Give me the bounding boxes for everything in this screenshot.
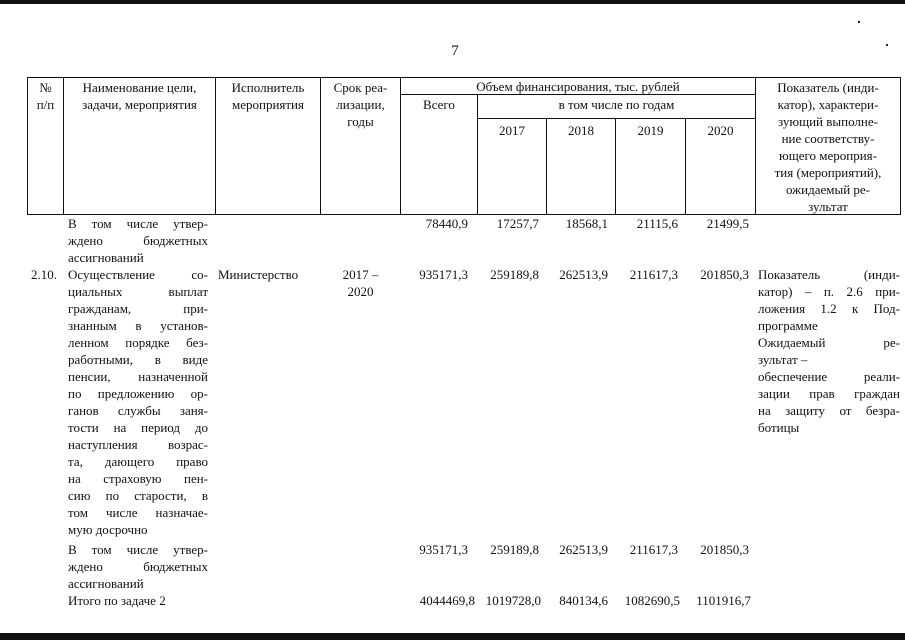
total-label: Итого по задаче 2 — [68, 593, 166, 608]
value-2019: 1082690,5 — [624, 593, 680, 608]
speck — [886, 44, 888, 46]
row-executor: Министерство — [218, 267, 299, 282]
value-total: 78440,9 — [425, 216, 468, 231]
row-number: 2.10. — [31, 267, 57, 282]
value-2020: 201850,3 — [700, 542, 749, 557]
header-funding: Объем финансирования, тыс. рублей — [476, 79, 680, 94]
value-total: 4044469,8 — [419, 593, 475, 608]
header-total: Всего — [423, 97, 455, 112]
speck — [858, 21, 860, 23]
header-by-years: в том числе по годам — [558, 97, 675, 112]
value-2020: 201850,3 — [700, 267, 749, 282]
years-subheader-line — [477, 118, 755, 119]
value-2017: 17257,7 — [496, 216, 539, 231]
scan-top-border — [0, 0, 905, 4]
value-total: 935171,3 — [419, 267, 468, 282]
value-2020: 21499,5 — [706, 216, 749, 231]
value-2019: 211617,3 — [629, 542, 678, 557]
value-2019: 211617,3 — [629, 267, 678, 282]
value-2017: 259189,8 — [490, 267, 539, 282]
col-line — [900, 77, 901, 215]
header-year-2019: 2019 — [637, 123, 664, 138]
value-2018: 840134,6 — [559, 593, 608, 608]
value-2017: 259189,8 — [490, 542, 539, 557]
value-2018: 262513,9 — [559, 542, 608, 557]
header-year-2017: 2017 — [499, 123, 525, 138]
scan-bottom-border — [0, 633, 905, 640]
value-2019: 21115,6 — [636, 216, 678, 231]
value-2020: 1101916,7 — [696, 593, 751, 608]
value-total: 935171,3 — [419, 542, 468, 557]
header-year-2020: 2020 — [707, 123, 734, 138]
header-year-2018: 2018 — [568, 123, 594, 138]
value-2017: 1019728,0 — [485, 593, 541, 608]
value-2018: 18568,1 — [565, 216, 608, 231]
page-number: 7 — [451, 43, 459, 59]
value-2018: 262513,9 — [559, 267, 608, 282]
